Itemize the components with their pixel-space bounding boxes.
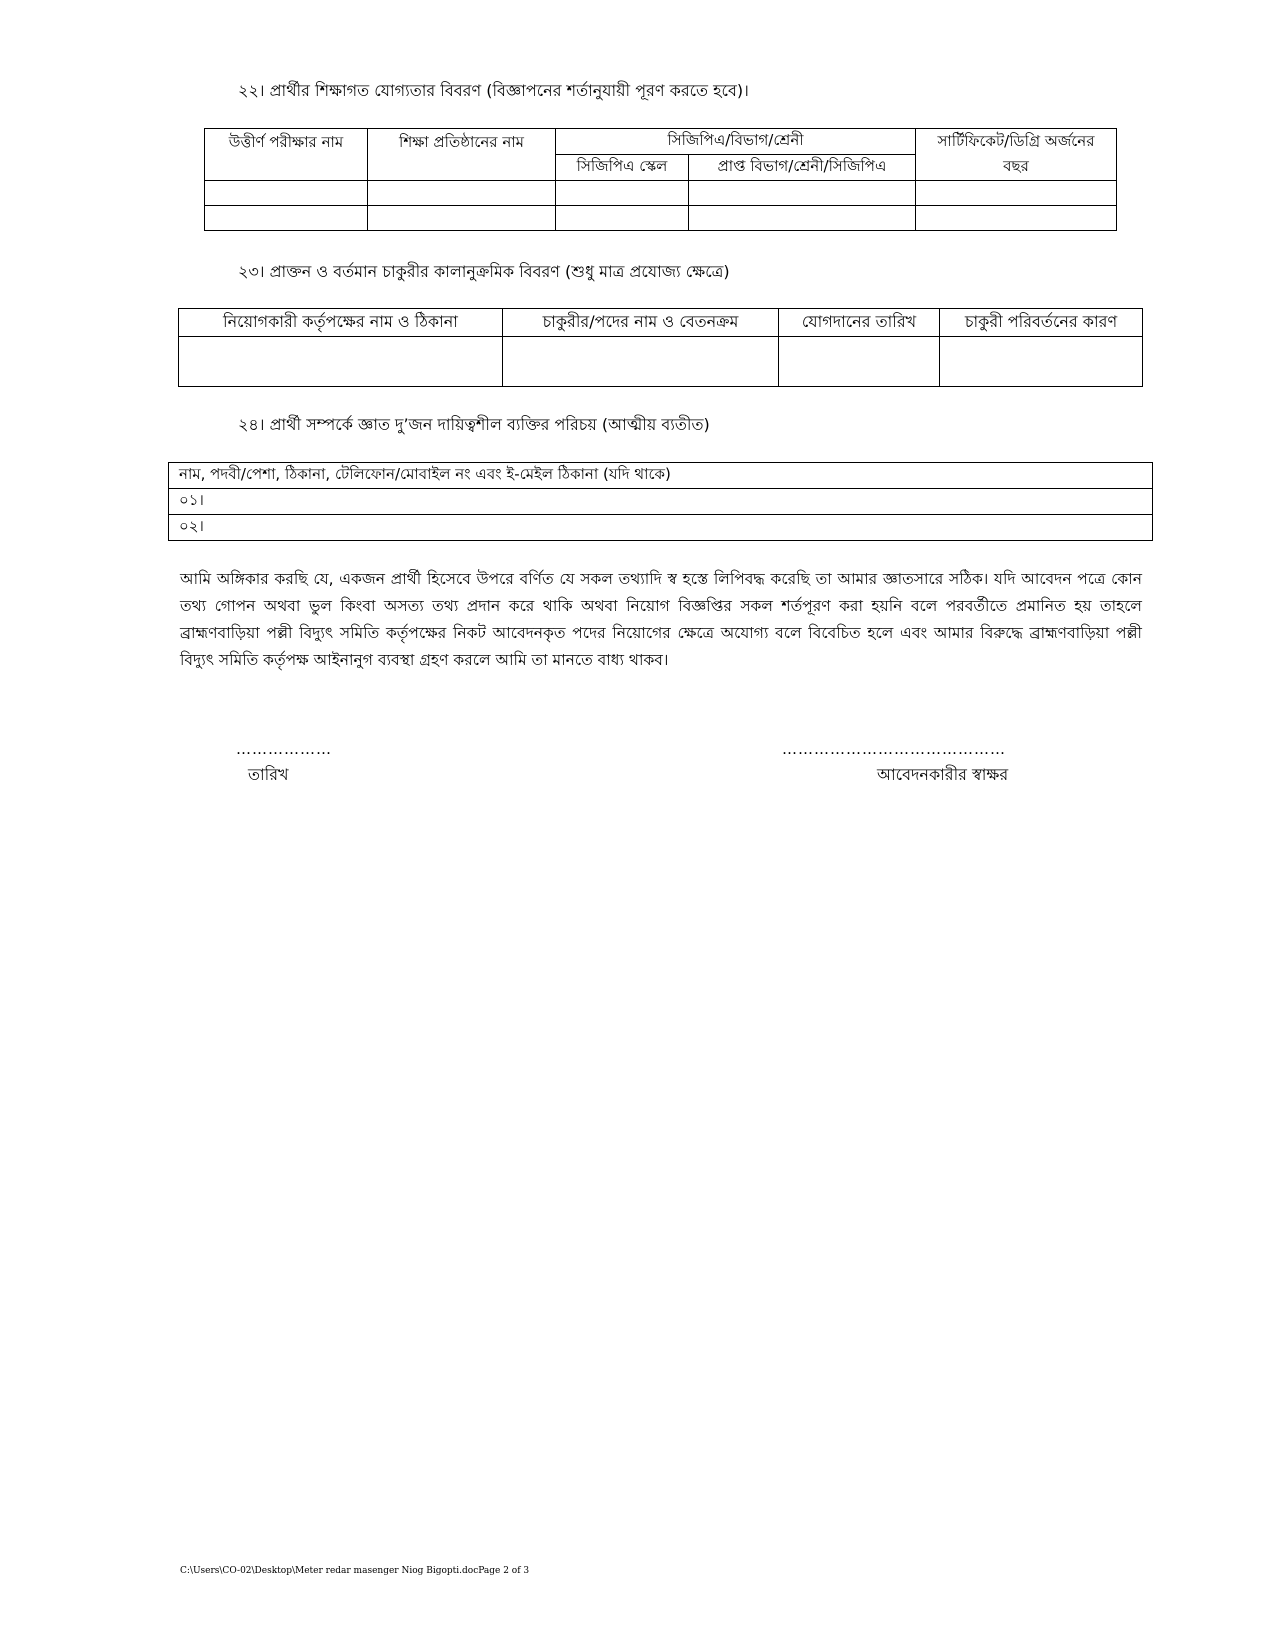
- reference-row-2[interactable]: ০২।: [169, 515, 1153, 541]
- declaration-text: আমি অঙ্গিকার করছি যে, একজন প্রার্থী হিসেবে উপরে বর্ণিত যে সকল তথ্যাদি স্ব হস্তে লিপিবদ্ধ করেছি তা আমার জ্ঞাতসারে সঠিক। যদি আবেদন পত্রে কোন তথ্য গোপন অথবা ভুল কিংবা অসত্য তথ্য প্রদান করে থাকি অথবা নিয়োগ বিজ্ঞপ্তির সকল শর্তপূরণ করা হয়নি বলে পরবর্তীতে প্রমানিত হয় তাহলে ব্রাহ্মণবাড়িয়া পল্লী বিদ্যুৎ সমিতি কর্তৃপক্ষের নিকট আবেদনকৃত পদের নিয়োগের ক্ষেত্রে অযোগ্য বলে বিবেচিত হলে এবং আমার বিরুদ্ধে ব্রাহ্মণবাড়িয়া পল্লী বিদ্যুৎ সমিতি কর্তৃপক্ষ আইনানুগ ব্যবস্থা গ্রহণ করলে আমি তা মানতে বাধ্য থাকব।: [180, 570, 1142, 669]
- cell[interactable]: [556, 181, 689, 206]
- col-obtained: প্রাপ্ত বিভাগ/শ্রেনী/সিজিপিএ: [689, 155, 916, 181]
- reference-row-1[interactable]: ০১।: [169, 489, 1153, 515]
- cell[interactable]: [940, 337, 1143, 387]
- cell[interactable]: [779, 337, 940, 387]
- education-table: [204, 128, 1117, 231]
- cell[interactable]: [205, 206, 368, 231]
- reference-header: নাম, পদবী/পেশা, ঠিকানা, টেলিফোন/মোবাইল নং এবং ই-মেইল ঠিকানা (যদি থাকে): [169, 463, 1153, 489]
- col-joining-date: যোগদানের তারিখ: [779, 309, 940, 337]
- section22-heading: ২২। প্রার্থীর শিক্ষাগত যোগ্যতার বিবরণ (বিজ্ঞাপনের শর্তানুযায়ী পূরণ করতে হবে)।: [238, 81, 749, 100]
- signature-dots: ……………………………………: [782, 740, 1006, 758]
- cell[interactable]: [368, 206, 556, 231]
- employment-row: [179, 337, 1143, 387]
- col-year-line2: বছর: [1003, 156, 1029, 175]
- footer-path: C:\Users\CO-02\Desktop\Meter redar masenger Niog Bigopti.docPage 2 of 3: [180, 1566, 530, 1576]
- cell[interactable]: [205, 181, 368, 206]
- col-institution: শিক্ষা প্রতিষ্ঠানের নাম: [368, 129, 556, 181]
- employment-table: [178, 308, 1143, 387]
- education-row-2: [205, 206, 1117, 231]
- date-label: তারিখ: [248, 765, 289, 784]
- cell[interactable]: [503, 337, 779, 387]
- col-post: চাকুরীর/পদের নাম ও বেতনক্রম: [503, 309, 779, 337]
- col-cgpa-group: সিজিপিএ/বিভাগ/শ্রেনী: [556, 129, 916, 155]
- cell[interactable]: [689, 181, 916, 206]
- col-change-reason: চাকুরী পরিবর্তনের কারণ: [940, 309, 1143, 337]
- cell[interactable]: [368, 181, 556, 206]
- col-cgpa-scale: সিজিপিএ স্কেল: [556, 155, 689, 181]
- cell[interactable]: [916, 181, 1117, 206]
- col-year-line1: সার্টিফিকেট/ডিগ্রি অর্জনের: [937, 131, 1095, 150]
- education-row-1: [205, 181, 1117, 206]
- section24-heading: ২৪। প্রার্থী সম্পর্কে জ্ঞাত দু’জন দায়িত্বশীল ব্যক্তির পরিচয় (আত্মীয় ব্যতীত): [238, 415, 710, 434]
- cell[interactable]: [179, 337, 503, 387]
- date-dots: ………………: [236, 740, 332, 758]
- col-employer: নিয়োগকারী কর্তৃপক্ষের নাম ও ঠিকানা: [179, 309, 503, 337]
- cell[interactable]: [556, 206, 689, 231]
- cell[interactable]: [916, 206, 1117, 231]
- section23-heading: ২৩। প্রাক্তন ও বর্তমান চাকুরীর কালানুক্রমিক বিবরণ (শুধু মাত্র প্রযোজ্য ক্ষেত্রে): [238, 262, 730, 281]
- signature-label: আবেদনকারীর স্বাক্ষর: [877, 765, 1009, 784]
- reference-table: [168, 462, 1153, 541]
- col-year: [916, 129, 1117, 181]
- cell[interactable]: [689, 206, 916, 231]
- col-exam-name: উত্তীর্ণ পরীক্ষার নাম: [205, 129, 368, 181]
